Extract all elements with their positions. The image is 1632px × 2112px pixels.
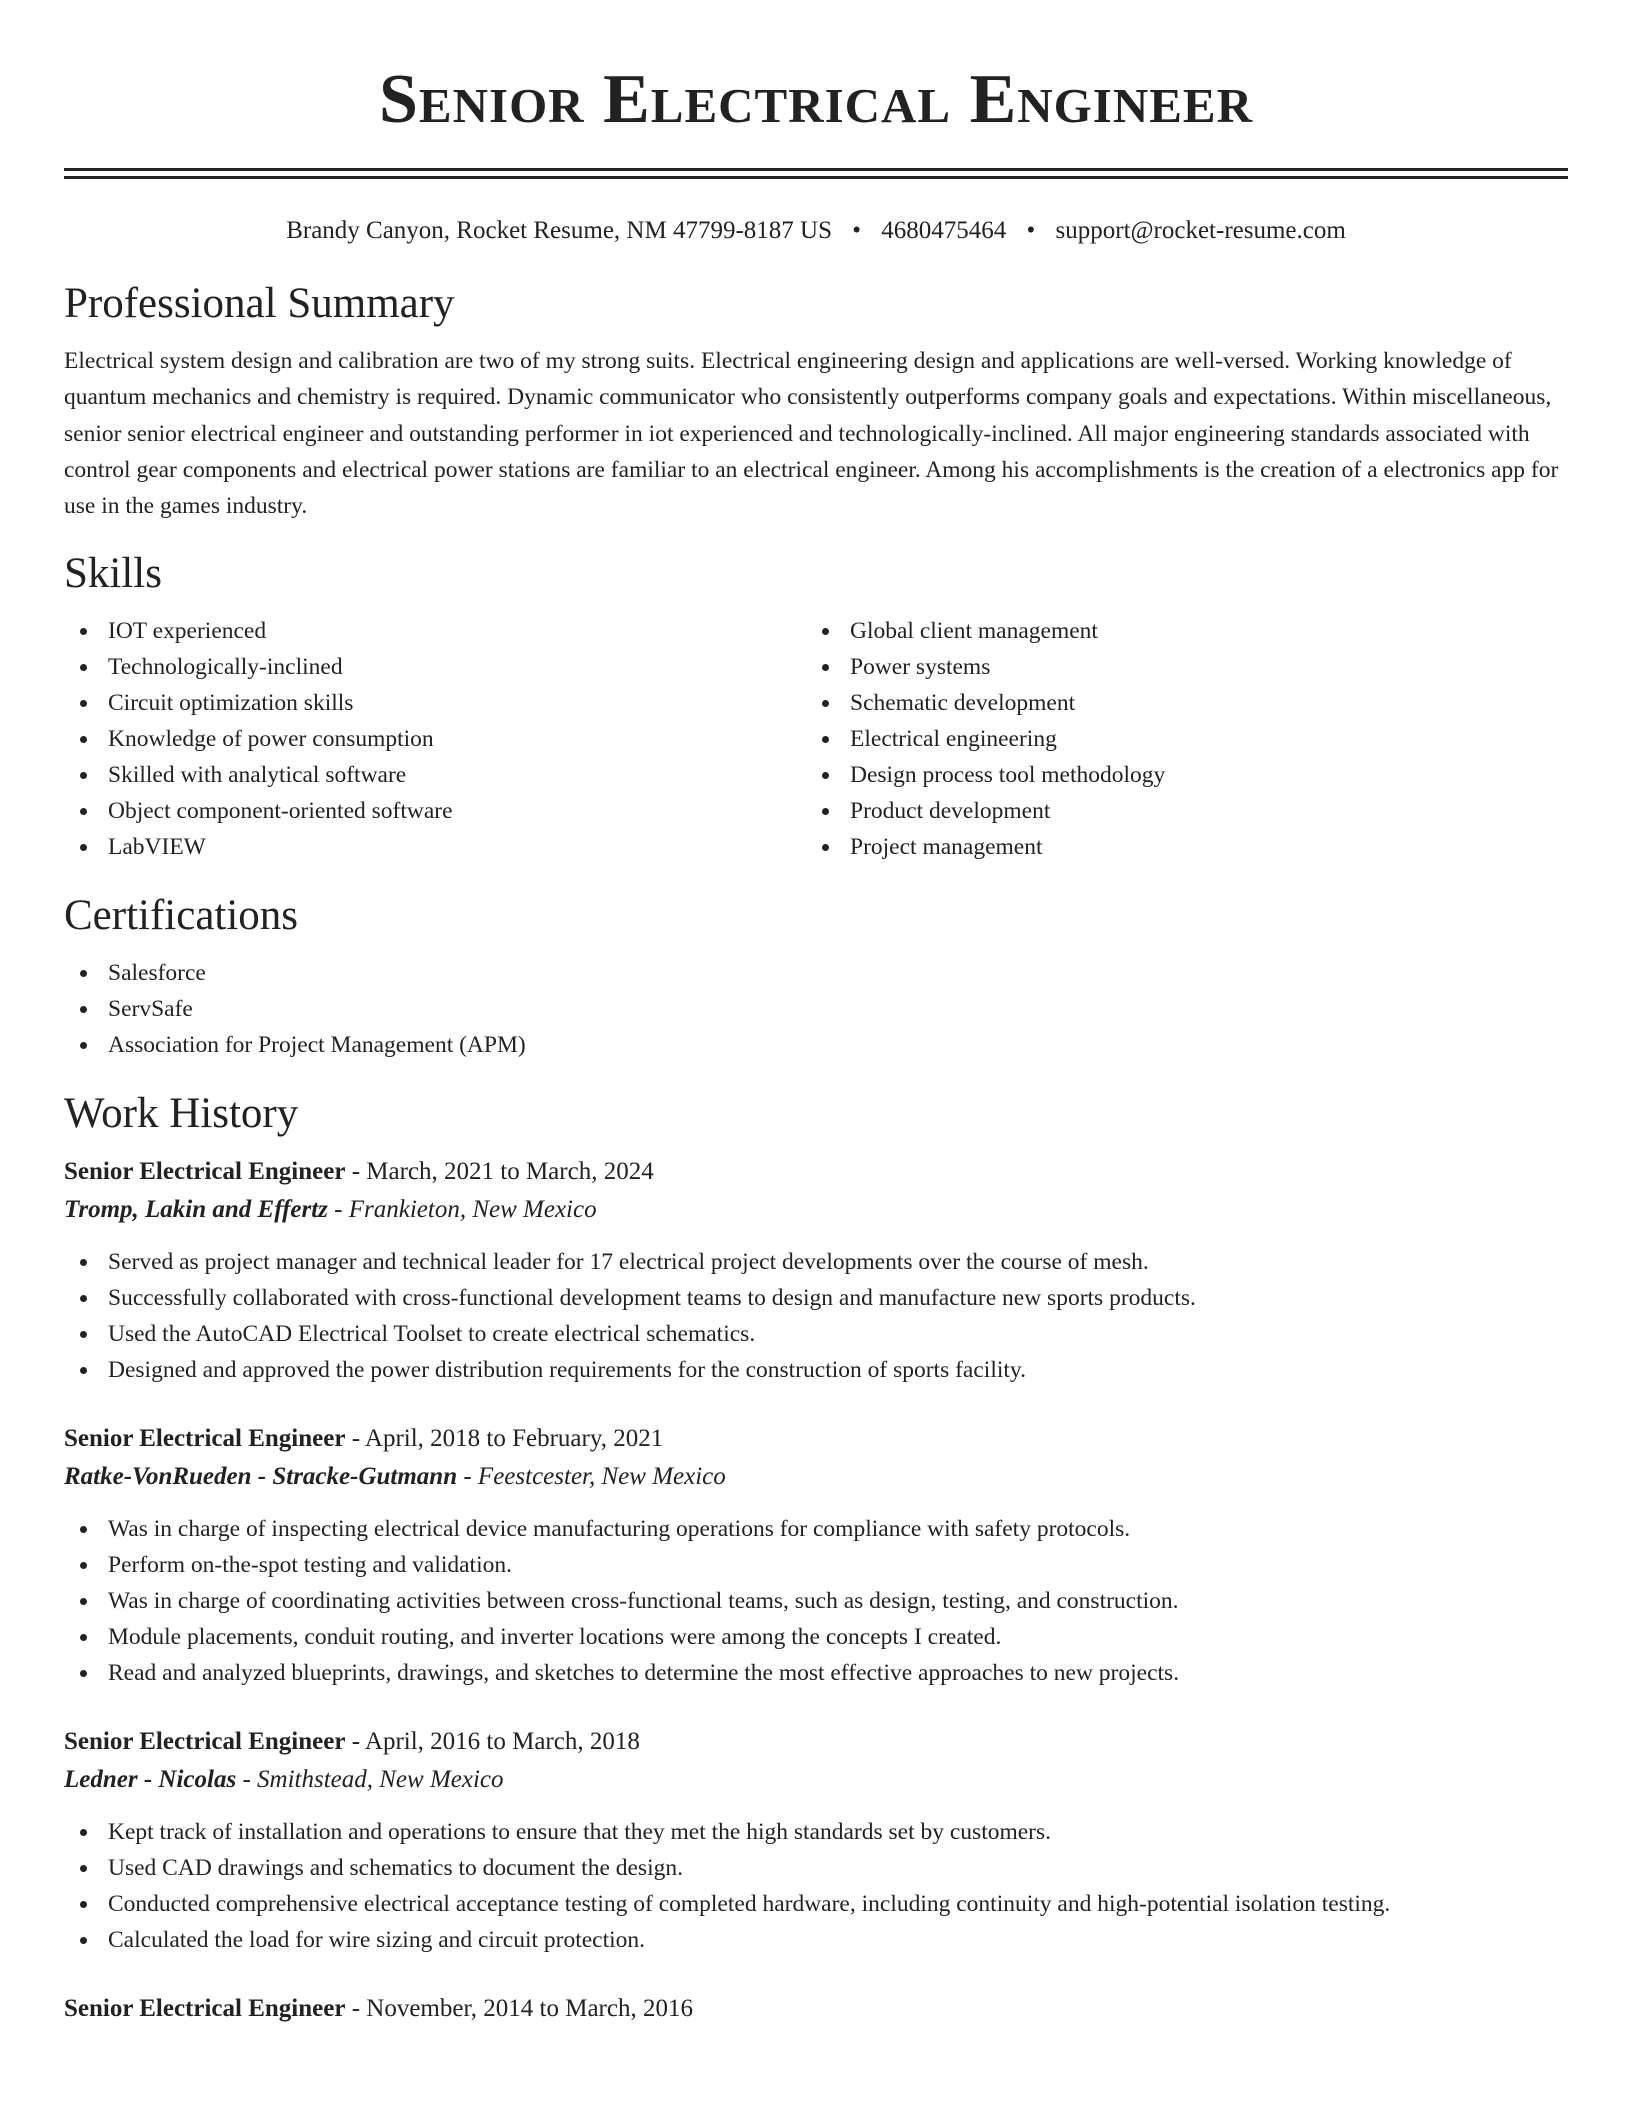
contact-address: Brandy Canyon, Rocket Resume, NM 47799-8187 US xyxy=(286,217,832,244)
list-item: Used CAD drawings and schematics to document the design. xyxy=(64,1850,1568,1886)
list-item: Module placements, conduit routing, and inverter locations were among the concepts I created. xyxy=(64,1619,1568,1655)
list-item: LabVIEW xyxy=(64,829,806,865)
job-bullets xyxy=(64,1244,1568,1388)
list-item: Was in charge of coordinating activities between cross-functional teams, such as design, testing, and construction. xyxy=(64,1583,1568,1619)
company-name: Ledner - Nicolas xyxy=(64,1766,237,1794)
list-item: Kept track of installation and operations to ensure that they met the high standards set by customers. xyxy=(64,1814,1568,1850)
title-double-rule xyxy=(64,168,1568,179)
list-item: Global client management xyxy=(806,613,1548,649)
list-item: Technologically-inclined xyxy=(64,649,806,685)
list-item: Knowledge of power consumption xyxy=(64,721,806,757)
list-item: Electrical engineering xyxy=(806,721,1548,757)
resume-title: Senior Electrical Engineer xyxy=(379,61,1253,138)
job-dates: - April, 2016 to March, 2018 xyxy=(345,1728,640,1756)
list-item: Circuit optimization skills xyxy=(64,685,806,721)
company-name: Tromp, Lakin and Effertz xyxy=(64,1196,328,1224)
list-item: Designed and approved the power distribution requirements for the construction of sports facility. xyxy=(64,1352,1568,1388)
list-item: Design process tool methodology xyxy=(806,757,1548,793)
list-item: Read and analyzed blueprints, drawings, and sketches to determine the most effective approaches to new projects. xyxy=(64,1655,1568,1691)
company-location: - Frankieton, New Mexico xyxy=(327,1196,597,1224)
company-name: Ratke-VonRueden - Stracke-Gutmann xyxy=(64,1463,458,1491)
job-role: Senior Electrical Engineer xyxy=(64,1425,346,1453)
summary-text: Electrical system design and calibration are two of my strong suits. Electrical engineering design and applications are well-versed. Working knowledge of quantum mechanics and chemistry is required. Dynamic communicator who consistently outperforms company goals and expectations. Within miscellaneous, senior senior electrical engineer and outstanding performer in iot experienced and technologically-inclined. All major engineering standards associated with control gear components and electrical power stations are familiar to an electrical engineer. Among his accomplishments is the creation of a electronics app for use in the games industry. xyxy=(64,348,1559,520)
job-dates: - November, 2014 to March, 2016 xyxy=(345,1995,693,2023)
skills-left-column xyxy=(64,613,806,865)
job-bullets xyxy=(64,1511,1568,1691)
list-item: ServSafe xyxy=(64,991,1568,1027)
job-role: Senior Electrical Engineer xyxy=(64,1158,346,1186)
list-item: Perform on-the-spot testing and validation. xyxy=(64,1547,1568,1583)
job-role: Senior Electrical Engineer xyxy=(64,1995,346,2023)
contact-separator: • xyxy=(852,217,861,244)
job-title-line xyxy=(64,1990,1568,2028)
list-item: Served as project manager and technical leader for 17 electrical project developments over the course of mesh. xyxy=(64,1244,1568,1280)
company-location: - Feestcester, New Mexico xyxy=(457,1463,726,1491)
work-history-heading: Work History xyxy=(64,1090,299,1138)
job-title-line xyxy=(64,1723,1568,1761)
job-entry xyxy=(64,1153,1568,1388)
company-line xyxy=(64,1458,1568,1496)
job-dates: - March, 2021 to March, 2024 xyxy=(345,1158,654,1186)
list-item: Salesforce xyxy=(64,955,1568,991)
summary-heading: Professional Summary xyxy=(64,280,455,327)
list-item: Used the AutoCAD Electrical Toolset to create electrical schematics. xyxy=(64,1316,1568,1352)
company-location: - Smithstead, New Mexico xyxy=(236,1766,504,1794)
job-entry xyxy=(64,1420,1568,1691)
company-line xyxy=(64,1191,1568,1229)
certifications-heading: Certifications xyxy=(64,892,299,940)
contact-phone: 4680475464 xyxy=(881,217,1007,244)
list-item: Association for Project Management (APM) xyxy=(64,1027,1568,1063)
job-bullets xyxy=(64,1814,1568,1958)
list-item: Schematic development xyxy=(806,685,1548,721)
job-entry xyxy=(64,1990,1568,2028)
contact-separator: • xyxy=(1026,217,1036,244)
job-role: Senior Electrical Engineer xyxy=(64,1728,346,1756)
company-line xyxy=(64,1761,1568,1799)
list-item: Calculated the load for wire sizing and circuit protection. xyxy=(64,1922,1568,1958)
skills-heading: Skills xyxy=(64,550,162,598)
skills-right-column xyxy=(806,613,1548,865)
list-item: Object component-oriented software xyxy=(64,793,806,829)
list-item: Successfully collaborated with cross-functional development teams to design and manufacture new sports products. xyxy=(64,1280,1568,1316)
list-item: Conducted comprehensive electrical acceptance testing of completed hardware, including continuity and high-potential isolation testing. xyxy=(64,1886,1568,1922)
job-title-line xyxy=(64,1153,1568,1191)
contact-line xyxy=(64,215,1568,247)
skills-list xyxy=(64,613,1568,865)
job-title-line xyxy=(64,1420,1568,1458)
job-dates: - April, 2018 to February, 2021 xyxy=(345,1425,664,1453)
contact-email: support@rocket-resume.com xyxy=(1055,217,1346,244)
list-item: Skilled with analytical software xyxy=(64,757,806,793)
certifications-list xyxy=(64,955,1568,1063)
list-item: Was in charge of inspecting electrical device manufacturing operations for compliance with safety protocols. xyxy=(64,1511,1568,1547)
job-entry xyxy=(64,1723,1568,1958)
list-item: Project management xyxy=(806,829,1548,865)
list-item: Product development xyxy=(806,793,1548,829)
list-item: IOT experienced xyxy=(64,613,806,649)
list-item: Power systems xyxy=(806,649,1548,685)
